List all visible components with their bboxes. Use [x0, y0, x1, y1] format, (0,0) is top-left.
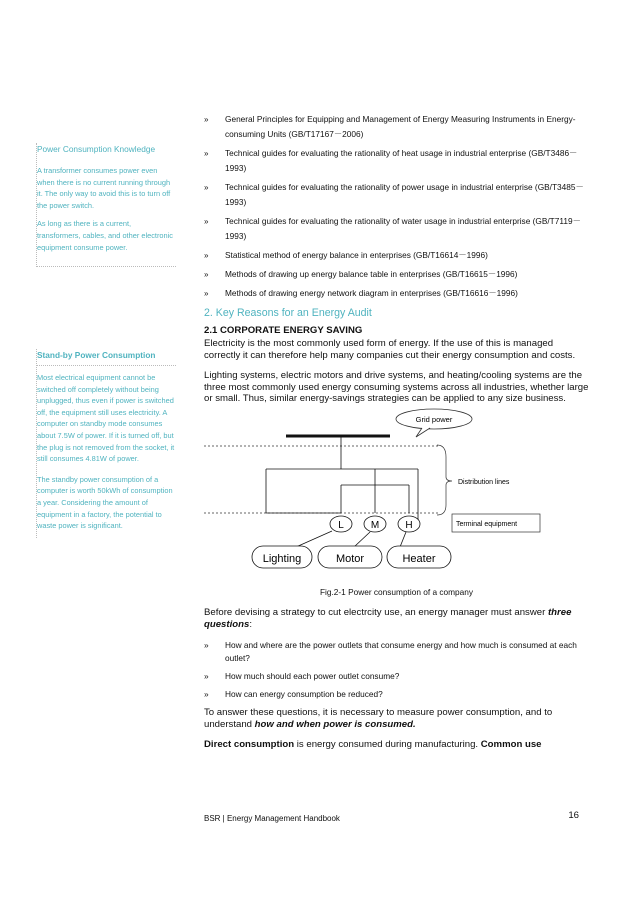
grid-power-pointer [416, 428, 430, 437]
sidebar-box-standby [36, 349, 176, 538]
pointer-motor [354, 532, 370, 547]
heater-label: Heater [402, 552, 436, 565]
sidebar-box-power-consumption [36, 143, 176, 267]
distribution-lines-label: Distribution lines [458, 478, 510, 486]
bullet-icon: » [204, 640, 209, 651]
subsection-heading: 2.1 CORPORATE ENERGY SAVING [204, 325, 363, 336]
questions-list [204, 639, 589, 701]
pointer-lighting [296, 531, 332, 547]
figure-caption: Fig.2-1 Power consumption of a company [319, 586, 474, 597]
terminal-equipment-label: Terminal equipment [456, 520, 518, 528]
bullet-icon: » [204, 115, 209, 124]
list-item: » How and where are the power outlets that consume energy and how much is consumed at each outlet? [204, 640, 577, 664]
power-diagram [204, 407, 589, 575]
grid-power-label: Grid power [415, 414, 453, 424]
list-item: » General Principles for Equipping and Management of Energy Measuring Instruments in Energy-consuming Units (GB/T17167－2006) [204, 114, 576, 139]
sidebar [36, 143, 176, 531]
list-item: » Methods of drawing up energy balance table in enterprises (GB/T16615－1996) [204, 267, 589, 282]
bullet-icon: » [204, 149, 209, 158]
distribution-brace [437, 445, 452, 515]
paragraph-4: To answer these questions, it is necessary to measure power consumption, and to understand how and when power is consumed. [204, 707, 553, 730]
list-item: » Statistical method of energy balance in enterprises (GB/T16614－1996) [204, 248, 589, 263]
bullet-icon: » [204, 671, 209, 682]
main-content [204, 112, 589, 760]
sidebar-box1-title: Power Consumption Knowledge [37, 144, 156, 154]
page-number: 16 [568, 810, 579, 821]
list-item: » Methods of drawing energy network diagram in enterprises (GB/T16616－1996) [204, 286, 589, 301]
power-diagram-svg [204, 407, 589, 575]
sidebar-box2-title: Stand-by Power Consumption [37, 350, 156, 360]
motor-label: Motor [335, 552, 365, 565]
reference-list [204, 112, 589, 301]
bullet-icon: » [204, 183, 209, 192]
list-item: » How can energy consumption be reduced? [204, 689, 383, 700]
sidebar-box1-text1: A transformer consumes power even when there is no current running through it. The only way to avoid this is to turn off the power switch. [37, 166, 171, 210]
bullet-icon: » [204, 289, 209, 298]
node-l-label: L [338, 519, 344, 531]
bullet-icon: » [204, 689, 209, 700]
page-footer [204, 810, 589, 823]
sidebar-box2-text1: Most electrical equipment cannot be switched off completely without being unplugged, thus even if power is switched off, the equipment still uses electricity. A computer on standby mode consumes about 7.5W of power. If it is turned off, but the plug is not removed from the socket, it still consumes 4.81W of power. [37, 373, 175, 464]
node-h-label: H [405, 519, 413, 531]
list-item: » Technical guides for evaluating the rationality of power usage in industrial enterprise (GB/T3485－1993) [204, 182, 584, 207]
paragraph-1: Electricity is the most commonly used form of energy. If the use of this is managed correctly it can therefore help many companies cut their energy consumption and costs. [204, 338, 576, 361]
bullet-icon: » [204, 270, 209, 279]
list-item: » Technical guides for evaluating the rationality of water usage in industrial enterprise (GB/T7119－1993) [204, 216, 581, 241]
paragraph-5: Direct consumption is energy consumed during manufacturing. Common use [204, 739, 542, 751]
footer-text: BSR | Energy Management Handbook [204, 814, 340, 823]
sidebar-box2-text2: The standby power consumption of a computer is worth 50kWh of consumption a year. Considering the amount of equipment in a factory, the potential to waste power is significant. [37, 474, 173, 531]
list-item: » How much should each power outlet consume? [204, 671, 400, 682]
paragraph-2: Lighting systems, electric motors and drive systems, and heating/cooling systems are the three most commonly used energy consuming systems across all industries, whether large or small. Thus, similar energy-savings strategies can be applied to any size business. [204, 370, 589, 405]
list-item: » Technical guides for evaluating the rationality of heat usage in industrial enterprise (GB/T3486－1993) [204, 148, 578, 173]
paragraph-3: Before devising a strategy to cut electrcity use, an energy manager must answer three questions: [204, 606, 572, 630]
section-heading: 2. Key Reasons for an Energy Audit [204, 307, 372, 319]
bullet-icon: » [204, 251, 209, 260]
node-m-label: M [370, 519, 380, 531]
pointer-heater [400, 532, 406, 547]
lighting-label: Lighting [262, 552, 302, 565]
bullet-icon: » [204, 217, 209, 226]
sidebar-box1-text2: As long as there is a current, transformers, cables, and other electronic equipment consume power. [37, 219, 173, 252]
